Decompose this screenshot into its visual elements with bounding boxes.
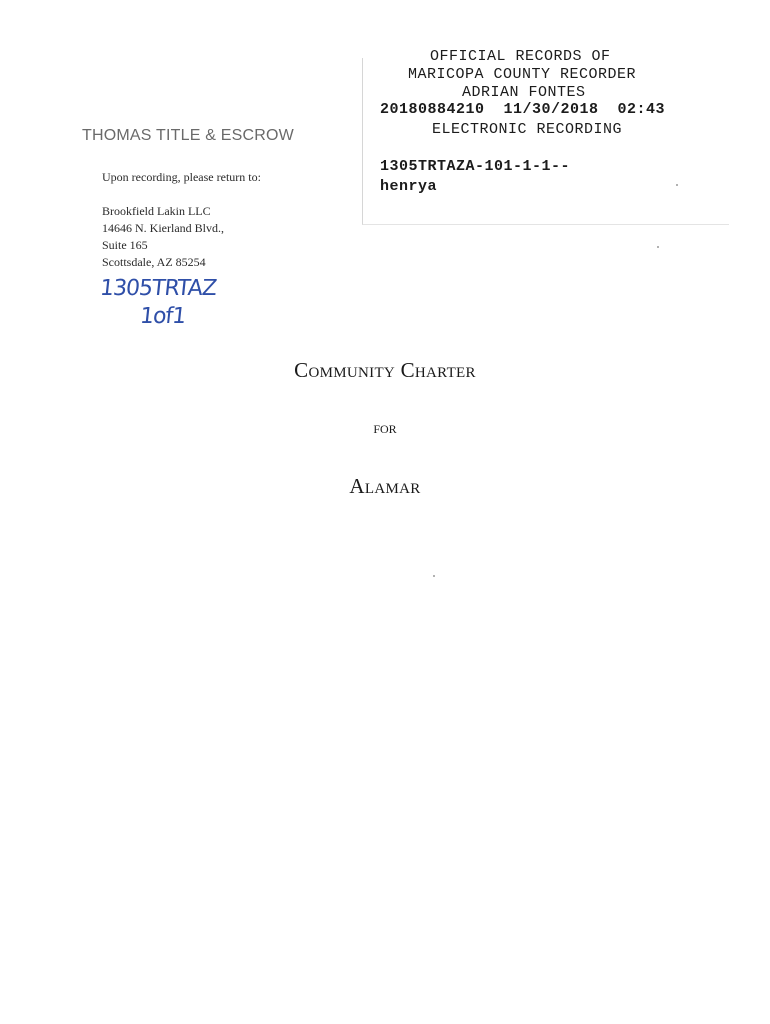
stamp-order-number: 1305TRTAZA-101-1-1-- xyxy=(380,158,571,175)
return-name: Brookfield Lakin LLC xyxy=(102,204,211,218)
return-to-label: Upon recording, please return to: xyxy=(102,170,261,184)
scan-speck xyxy=(433,575,435,577)
scan-speck xyxy=(657,246,659,248)
document-title-community: Alamar xyxy=(349,474,421,498)
return-suite: Suite 165 xyxy=(102,238,148,252)
handwritten-page-count: 1of1 xyxy=(138,304,187,329)
stamp-county-recorder: MARICOPA COUNTY RECORDER xyxy=(408,66,637,83)
stamp-fee-number-datetime: 20180884210 11/30/2018 02:43 xyxy=(380,101,666,118)
handwritten-order-note: 1305TRTAZ xyxy=(98,276,218,301)
document-title: Community Charter xyxy=(294,358,476,382)
stamp-official-records: OFFICIAL RECORDS OF xyxy=(430,48,611,65)
return-street: 14646 N. Kierland Blvd., xyxy=(102,221,224,235)
document-title-for: for xyxy=(373,418,397,437)
stamp-recorder-name: ADRIAN FONTES xyxy=(462,84,586,101)
scan-speck xyxy=(676,184,678,186)
stamp-recording-type: ELECTRONIC RECORDING xyxy=(432,121,623,138)
title-company-stamp: THOMAS TITLE & ESCROW xyxy=(82,127,294,144)
return-city-state-zip: Scottsdale, AZ 85254 xyxy=(102,255,206,269)
stamp-clerk: henrya xyxy=(380,178,438,195)
